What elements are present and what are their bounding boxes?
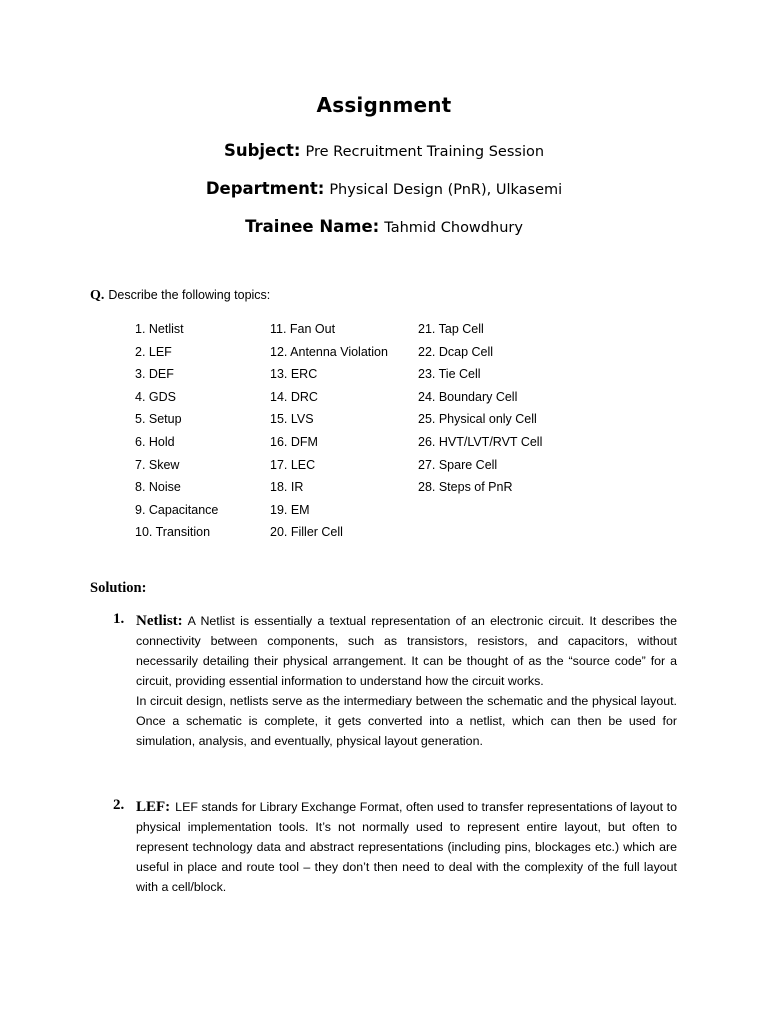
document-title: Assignment [316,93,452,117]
solution-paragraph [136,611,677,691]
department-label: Department: [205,179,325,198]
topic-item: 28. Steps of PnR [418,480,513,495]
subject-line [0,141,768,160]
topic-item: 22. Dcap Cell [418,344,494,359]
topic-item: 5. Setup [135,412,182,427]
solution-paragraph: In circuit design, netlists serve as the intermediary between the schematic and the physical layout. Once a schematic is complete, it gets converted into a netlist, which can then be used for simulation, analysis, and eventually, physical layout generation. [136,694,677,748]
topic-item: 17. LEC [270,457,316,472]
trainee-line [0,217,768,236]
topic-item: 8. Noise [135,480,181,495]
topic-item: 4. GDS [135,389,176,404]
topic-item: 16. DFM [270,434,318,449]
topic-item: 15. LVS [270,412,314,427]
solution-item-lef [136,797,677,897]
topic-item: 13. ERC [270,367,318,382]
topic-item: 12. Antenna Violation [270,344,388,359]
question-label: Q. [90,288,105,303]
topic-item: 2. LEF [135,344,172,359]
topic-item: 11. Fan Out [270,322,336,336]
topic-item: 20. Filler Cell [270,525,343,540]
department-value: Physical Design (PnR), Ulkasemi [329,182,563,198]
solution-term: Netlist: [136,613,183,629]
topic-item: 7. Skew [135,457,180,472]
solution-number: 2. [113,797,125,813]
topic-item: 6. Hold [135,434,175,449]
topic-item: 14. DRC [270,389,318,404]
topic-item: 24. Boundary Cell [418,389,518,404]
subject-value: Pre Recruitment Training Session [305,144,545,160]
topic-item: 10. Transition [135,525,211,540]
department-line [0,179,768,198]
topic-item: 3. DEF [135,367,174,382]
solution-term: LEF: [136,799,171,815]
solution-heading: Solution: [90,580,147,596]
topic-item: 27. Spare Cell [418,457,498,472]
topic-item: 21. Tap Cell [418,322,484,336]
topic-item: 19. EM [270,502,310,517]
solution-paragraph [136,797,677,897]
question-line [90,288,270,304]
topic-item: 26. HVT/LVT/RVT Cell [418,434,543,449]
question-text: Describe the following topics: [108,288,271,302]
trainee-value: Tahmid Chowdhury [384,220,523,236]
solution-number: 1. [113,611,125,627]
topic-item: 25. Physical only Cell [418,412,537,427]
solution-item-netlist [136,611,677,751]
solution-text: A Netlist is essentially a textual representation of an electronic circuit. It describes the connectivity between components, such as transistors, resistors, and capacitors, without necessarily detailing their physical arrangement. It can be thought of as the “source code” for a circuit, providing essential information to understand how the circuit works. [136,614,677,688]
topic-item: 18. IR [270,480,304,495]
topics-column-1 [135,320,218,546]
trainee-label: Trainee Name: [245,217,380,236]
topic-item: 1. Netlist [135,322,184,336]
topics-column-3 [418,320,542,501]
topics-column-2 [270,320,388,546]
subject-label: Subject: [223,141,301,160]
topic-item: 9. Capacitance [135,502,219,517]
solution-text: LEF stands for Library Exchange Format, often used to transfer representations of layout to physical implementation tools. It’s not normally used to represent entire layout, but often to represent technology data and abstract representations (including pins, blockages etc.) which are useful in place and route tool – they don’t then need to deal with the complexity of the full layout with a cell/block. [136,800,677,894]
topic-item: 23. Tie Cell [418,367,481,382]
